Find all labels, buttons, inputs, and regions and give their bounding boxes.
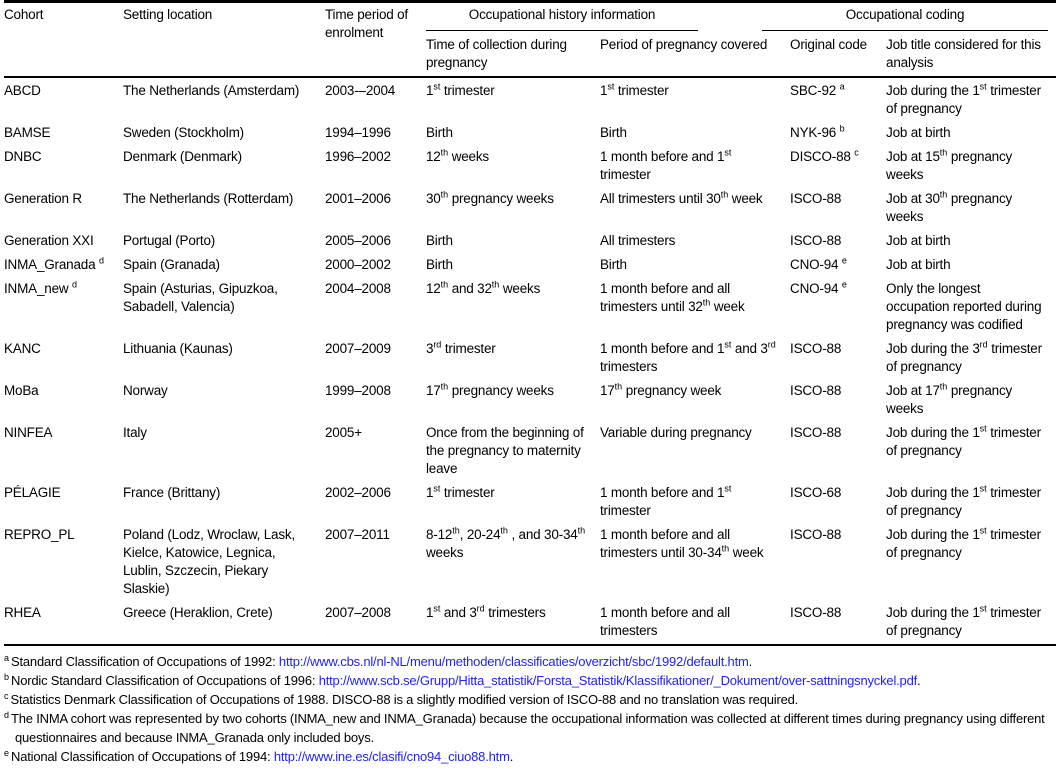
- table-cell: 1st trimester: [426, 81, 495, 98]
- table-cell: DISCO-88 $^c$: [790, 147, 859, 164]
- table-row: [4, 482, 1056, 524]
- table-row: [4, 602, 1056, 645]
- table-cell: Job at birth: [886, 125, 951, 140]
- table-body: [4, 77, 1056, 645]
- table-cell: 2007–2009: [325, 341, 391, 356]
- footnote-suffix: .: [917, 673, 921, 688]
- table-cell: Poland (Lodz, Wroclaw, Lask, Kielce, Katowice, Legnica, Lublin, Szczecin, Piekary Slaskie): [123, 527, 295, 596]
- table-row: [4, 188, 1056, 230]
- footnote-marker: c: [4, 690, 9, 701]
- table-cell: ISCO-88: [790, 383, 842, 398]
- table-cell: All trimesters until 30th week: [600, 189, 763, 206]
- table-cell: 2007–2008: [325, 605, 391, 620]
- table-cell: Portugal (Porto): [123, 233, 216, 248]
- table-cell: France (Brittany): [123, 485, 221, 500]
- table-cell: 2002–2006: [325, 485, 391, 500]
- table-cell: DNBC: [4, 149, 42, 164]
- footnote: [4, 690, 1056, 709]
- table-cell: INMA_new $^d$: [4, 279, 77, 296]
- footnote: [4, 747, 1056, 766]
- footnote: [4, 652, 1056, 671]
- col-header-time-period: Time period of enrolment: [325, 2, 426, 78]
- footnote: [4, 709, 1056, 747]
- footnote-link[interactable]: http://www.cbs.nl/nl-NL/menu/methoden/classificaties/overzicht/sbc/1992/default.htm: [278, 654, 749, 669]
- table-cell: 12th and 32th weeks: [426, 279, 541, 296]
- table-cell: Job during the 1st trimester of pregnancy: [886, 525, 1041, 560]
- table-cell: 17th pregnancy weeks: [426, 381, 554, 398]
- table-cell: 1 month before and 1st trimester: [600, 147, 732, 182]
- table-header: [4, 2, 1056, 78]
- table-cell: Once from the beginning of the pregnancy to maternity leave: [426, 425, 584, 476]
- table-cell: Denmark (Denmark): [123, 149, 242, 164]
- table-cell: ISCO-88: [790, 191, 842, 206]
- table-cell: Variable during pregnancy: [600, 425, 752, 440]
- table-cell: 1st and 3rd trimesters: [426, 603, 546, 620]
- table-cell: Job during the 1st trimester of pregnancy: [886, 603, 1041, 638]
- table-cell: Birth: [426, 233, 453, 248]
- table-cell: Job at 15th pregnancy weeks: [886, 147, 1013, 182]
- table-row: [4, 230, 1056, 254]
- table-row: [4, 380, 1056, 422]
- table-cell: Job at 30th pregnancy weeks: [886, 189, 1013, 224]
- table-cell: Job at birth: [886, 257, 951, 272]
- col-header-cohort: Cohort: [4, 2, 123, 78]
- footnote-link[interactable]: http://www.scb.se/Grupp/Hitta_statistik/Forsta_Statistik/Klassifikationer/_Dokument/over-sattningsnyckel.pdf: [318, 673, 918, 688]
- table-cell: Job during the 1st trimester of pregnancy: [886, 423, 1041, 458]
- table-cell: The Netherlands (Rotterdam): [123, 191, 294, 206]
- group-header-occupational-coding: [790, 2, 1056, 32]
- table-cell: Italy: [123, 425, 147, 440]
- table-cell: Generation R: [4, 191, 82, 206]
- table-cell: CNO-94 $^e$: [790, 255, 847, 272]
- col-header-original-code: Original code: [790, 31, 886, 77]
- table-cell: 1999–2008: [325, 383, 391, 398]
- table-cell: PÉLAGIE: [4, 485, 61, 500]
- table-cell: Spain (Asturias, Gipuzkoa, Sabadell, Valencia): [123, 281, 278, 314]
- footnote-marker: e: [4, 747, 10, 758]
- table-cell: All trimesters: [600, 233, 676, 248]
- table-cell: Job during the 1st trimester of pregnancy: [886, 483, 1041, 518]
- table-cell: 2001–2006: [325, 191, 391, 206]
- table-cell: 1 month before and 1st trimester: [600, 483, 732, 518]
- footnote-link[interactable]: http://www.ine.es/clasifi/cno94_ciuo88.htm: [273, 749, 510, 764]
- table-row: [4, 338, 1056, 380]
- table-cell: Only the longest occupation reported during pregnancy was codified: [886, 281, 1042, 332]
- table-cell: Job during the 1st trimester of pregnancy: [886, 81, 1041, 116]
- table-cell: Sweden (Stockholm): [123, 125, 244, 140]
- header-row-groups: [4, 2, 1056, 32]
- table-cell: Generation XXI: [4, 233, 94, 248]
- table-cell: 1 month before and all trimesters until 30-34th week: [600, 527, 764, 560]
- group-header-occupational-history-label: Occupational history information: [426, 6, 698, 31]
- table-cell: Birth: [426, 125, 453, 140]
- table-cell: Lithuania (Kaunas): [123, 341, 233, 356]
- table-cell: 1 month before and all trimesters until 32th week: [600, 281, 745, 314]
- footnote-marker: b: [4, 671, 10, 682]
- table-cell: ABCD: [4, 83, 41, 98]
- group-header-occupational-history: [426, 2, 790, 32]
- table-cell: Job during the 3rd trimester of pregnancy: [886, 339, 1042, 374]
- table-cell: 1 month before and 1st and 3rd trimesters: [600, 339, 776, 374]
- table-cell: ISCO-88: [790, 425, 842, 440]
- table-cell: Norway: [123, 383, 168, 398]
- footnote-text: The INMA cohort was represented by two cohorts (INMA_new and INMA_Granada) because the occupational information was collected at different times during pregnancy using different questionnaires and because INMA_Granada only included boys.: [11, 711, 1045, 745]
- table-cell: 2005+: [325, 425, 362, 440]
- table-cell: 1996–2002: [325, 149, 391, 164]
- table-cell: ISCO-88: [790, 341, 842, 356]
- table-cell: 1st trimester: [600, 81, 669, 98]
- table-cell: 2004–2008: [325, 281, 391, 296]
- table-cell: 30th pregnancy weeks: [426, 189, 554, 206]
- table-cell: Job at 17th pregnancy weeks: [886, 381, 1013, 416]
- footnote-suffix: .: [748, 654, 753, 669]
- table-row: [4, 146, 1056, 188]
- table-cell: 2005–2006: [325, 233, 391, 248]
- table-cell: ISCO-88: [790, 605, 842, 620]
- table-cell: CNO-94 $^e$: [790, 279, 847, 296]
- table-cell: NINFEA: [4, 425, 53, 440]
- table-row: [4, 254, 1056, 278]
- table-cell: 2003-–2004: [325, 83, 396, 98]
- table-cell: ISCO-88: [790, 527, 842, 542]
- footnote-text: Nordic Standard Classification of Occupations of 1996:: [11, 673, 319, 688]
- col-header-time-of-collection: Time of collection during pregnancy: [426, 31, 600, 77]
- table-cell: BAMSE: [4, 125, 51, 140]
- table-row: [4, 524, 1056, 602]
- table-cell: 8-12th, 20-24th , and 30-34th weeks: [426, 525, 586, 560]
- table-cell: Spain (Granada): [123, 257, 220, 272]
- footnote-text: National Classification of Occupations of 1994:: [11, 749, 274, 764]
- table-cell: RHEA: [4, 605, 41, 620]
- table-cell: ISCO-68: [790, 485, 842, 500]
- table-cell: The Netherlands (Amsterdam): [123, 83, 300, 98]
- table-cell: 1 month before and all trimesters: [600, 605, 730, 638]
- table-cell: ISCO-88: [790, 233, 842, 248]
- table-cell: 2007–2011: [325, 527, 390, 542]
- table-cell: 1st trimester: [426, 483, 495, 500]
- table-cell: 12th weeks: [426, 147, 489, 164]
- footnote-marker: d: [4, 709, 10, 720]
- table-cell: NYK-96 $^b$: [790, 123, 845, 140]
- footnotes: [4, 652, 1056, 766]
- table-cell: 1994–1996: [325, 125, 391, 140]
- table-row: [4, 422, 1056, 482]
- group-header-occupational-coding-label: Occupational coding: [762, 6, 1048, 31]
- col-header-period-covered: Period of pregnancy covered: [600, 31, 790, 77]
- footnote-text: Statistics Denmark Classification of Occupations of 1988. DISCO-88 is a slightly modified version of ISCO-88 and no translation was required.: [10, 692, 799, 707]
- cohort-table: [4, 0, 1056, 646]
- col-header-job-title: Job title considered for this analysis: [886, 31, 1056, 77]
- table-row: [4, 278, 1056, 338]
- table-row: [4, 77, 1056, 122]
- table-cell: 3rd trimester: [426, 339, 496, 356]
- table-cell: KANC: [4, 341, 41, 356]
- table-cell: Greece (Heraklion, Crete): [123, 605, 273, 620]
- table-cell: 2000–2002: [325, 257, 391, 272]
- table-cell: Birth: [426, 257, 453, 272]
- table-cell: MoBa: [4, 383, 39, 398]
- table-cell: Birth: [600, 125, 627, 140]
- table-cell: INMA_Granada $^d$: [4, 255, 104, 272]
- footnote-text: Standard Classification of Occupations of 1992:: [11, 654, 279, 669]
- footnote-suffix: .: [509, 749, 514, 764]
- footnote-marker: a: [4, 652, 10, 663]
- table-cell: Job at birth: [886, 233, 951, 248]
- table-cell: Birth: [600, 257, 627, 272]
- table-cell: REPRO_PL: [4, 527, 75, 542]
- col-header-setting-location: Setting location: [123, 2, 325, 78]
- table-row: [4, 122, 1056, 146]
- table-cell: 17th pregnancy week: [600, 381, 722, 398]
- footnote: [4, 671, 1056, 690]
- table-cell: SBC-92 $^a$: [790, 81, 845, 98]
